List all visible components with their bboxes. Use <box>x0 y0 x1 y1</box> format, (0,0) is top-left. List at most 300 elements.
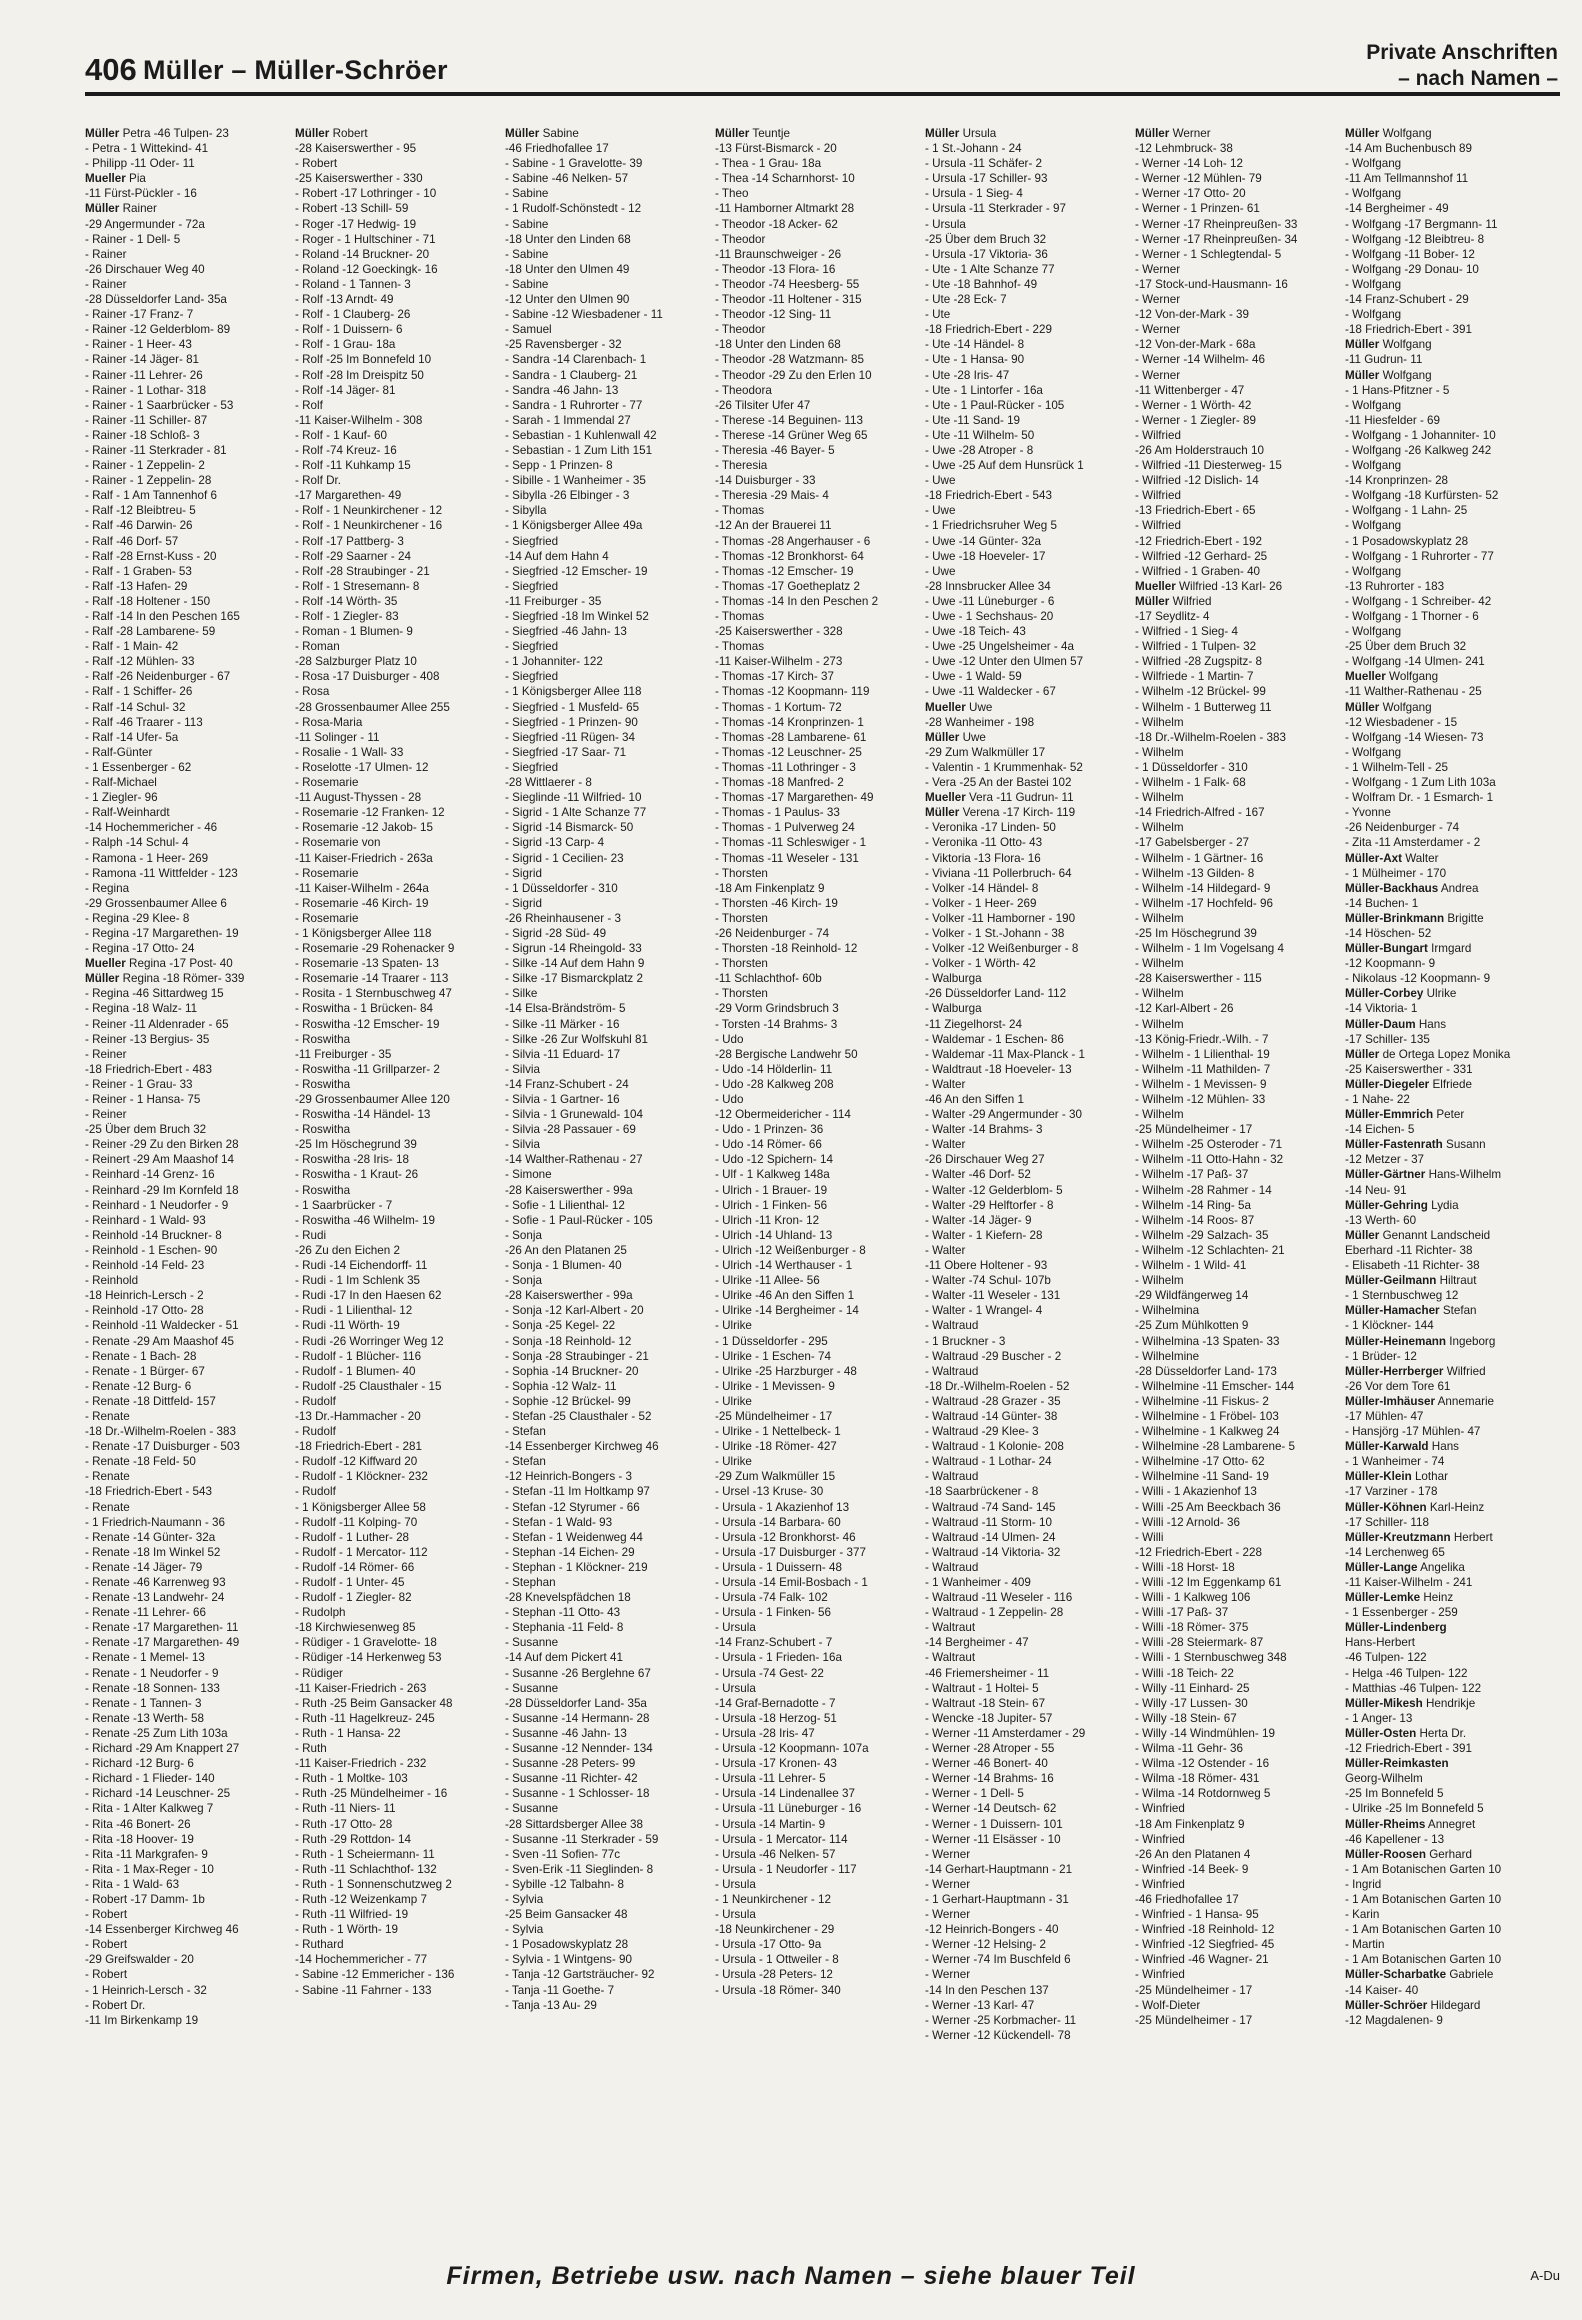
listing-entry: - Ralf -14 Schul- 32 <box>85 699 186 714</box>
listing-entry: - Wolfgang <box>1345 458 1402 473</box>
listing-entry: -14 Hochemmericher - 77 <box>295 1952 428 1967</box>
listing-entry: - Viktoria -13 Flora- 16 <box>925 850 1041 865</box>
listing-entry: -25 Ravensberger - 32 <box>505 337 622 352</box>
page-number: 406 <box>85 52 137 87</box>
listing-entry: - Susanne -46 Jahn- 13 <box>505 1725 627 1740</box>
listing-entry: Müller-Heinemann Ingeborg <box>1345 1333 1496 1348</box>
listing-entry: - Wilhelm -12 Brückel- 99 <box>1135 684 1266 699</box>
listing-entry: - Reiner <box>85 1046 127 1061</box>
listing-entry: -26 Am Holderstrauch 10 <box>1135 442 1264 457</box>
listing-entry: - Silvia - 1 Grunewald- 104 <box>505 1107 644 1122</box>
listing-entry: -11 Walther-Rathenau - 25 <box>1345 684 1482 699</box>
listing-entry: - Wilhelm - 1 Wild- 41 <box>1135 1258 1247 1273</box>
listing-column-5 <box>925 126 1135 2242</box>
listing-entry: -28 Grossenbaumer Allee 255 <box>295 699 450 714</box>
listing-entry: - Waltraud <box>925 1559 979 1574</box>
listing-entry: - Werner -74 Im Buschfeld 6 <box>925 1952 1071 1967</box>
listing-entry: -12 Friedrich-Ebert - 228 <box>1135 1544 1262 1559</box>
listing-entry: - 1 St.-Johann - 24 <box>925 141 1022 156</box>
listing-entry: -12 Heinrich-Bongers - 3 <box>505 1469 632 1484</box>
listing-entry: - Thomas <box>715 609 765 623</box>
listing-entry: - Ralf -28 Lambarene- 59 <box>85 624 216 639</box>
listing-entry: - Volker -11 Hamborner - 190 <box>925 910 1076 925</box>
listing-entry: - Siegfried <box>505 759 559 774</box>
listing-entry: Mueller Regina -17 Post- 40 <box>85 956 233 971</box>
listing-entry: - Werner -17 Otto- 20 <box>1135 186 1246 201</box>
listing-entry: - Roswitha - 1 Kraut- 26 <box>295 1167 419 1182</box>
listing-entry: - Roswitha - 1 Brücken- 84 <box>295 1001 434 1016</box>
listing-entry: - Wilhelm <box>1135 1016 1184 1031</box>
listing-entry: - Vera -25 An der Bastei 102 <box>925 775 1072 790</box>
listing-entry: - Ute - 1 Hansa- 90 <box>925 352 1025 367</box>
listing-entry: - Renate <box>85 1408 130 1423</box>
listing-entry: - Roswitha <box>295 1122 351 1137</box>
listing-entry: - Walter <box>925 1242 966 1257</box>
listing-entry: - Ulrike <box>715 1318 752 1333</box>
listing-entry: -18 Friedrich-Ebert - 229 <box>925 322 1052 337</box>
listing-entry: - Walter -11 Weseler - 131 <box>925 1288 1061 1303</box>
listing-entry: - Rosemarie <box>295 910 359 925</box>
listing-entry: - Silvia <box>505 1061 540 1076</box>
listing-entry: - Thomas -17 Kirch- 37 <box>715 669 834 684</box>
listing-entry: - Wilfried - 1 Graben- 40 <box>1135 563 1261 578</box>
listing-entry: -26 Zu den Eichen 2 <box>295 1242 400 1257</box>
listing-entry: -12 Lehmbruck- 38 <box>1135 141 1233 156</box>
listing-entry: - Werner <box>925 1846 971 1861</box>
listing-entry: -11 Am Tellmannshof 11 <box>1345 171 1469 186</box>
listing-entry: - Rudolf <box>295 1484 336 1499</box>
listing-entry: - Wolfgang -11 Bober- 12 <box>1345 246 1475 261</box>
listing-entry: Müller-Lange Angelika <box>1345 1559 1465 1574</box>
listing-entry: - Regina <box>85 880 130 895</box>
listing-entry: - Rolf - 1 Kauf- 60 <box>295 427 388 442</box>
listing-entry: - Siegfried - 1 Prinzen- 90 <box>505 714 638 729</box>
listing-entry: - Ursula <box>715 1876 756 1891</box>
listing-entry: - Rita - 1 Max-Reger - 10 <box>85 1861 214 1876</box>
listing-entry: -46 Friedhofallee 17 <box>505 141 609 156</box>
listing-entry: - Ruth - 1 Wörth- 19 <box>295 1922 399 1937</box>
listing-entry: -28 Kaiserswerther - 115 <box>1135 971 1262 986</box>
listing-entry: - Rolf -74 Kreuz- 16 <box>295 442 397 457</box>
listing-entry: - Wilhelmine -28 Lambarene- 5 <box>1135 1439 1296 1454</box>
listing-entry: - Stefan -11 Im Holtkamp 97 <box>505 1484 650 1499</box>
listing-entry: - Sabine -12 Wiesbadener - 11 <box>505 307 663 322</box>
listing-entry: - Ulf - 1 Kalkweg 148a <box>715 1167 830 1182</box>
listing-entry: -28 Düsseldorfer Land- 35a <box>85 292 227 307</box>
listing-entry: - Wilhelmine -11 Sand- 19 <box>1135 1469 1269 1484</box>
listing-entry: - Reinhold -14 Bruckner- 8 <box>85 1227 222 1242</box>
listing-entry: - Ute -14 Händel- 8 <box>925 337 1025 352</box>
listing-entry: - Susanne -11 Sterkrader - 59 <box>505 1831 659 1846</box>
listing-entry: - Rainer <box>85 276 127 291</box>
listing-entry: - Ursula <box>715 1620 756 1635</box>
listing-entry: - Theodor -11 Holtener - 315 <box>715 292 862 307</box>
listing-entry: - Ulrich -14 Werthauser - 1 <box>715 1258 853 1273</box>
listing-entry: -14 Essenberger Kirchweg 46 <box>85 1922 239 1937</box>
listing-entry: - 1 Königsberger Allee 58 <box>295 1499 426 1514</box>
listing-entry: - Rudolf -11 Kolping- 70 <box>295 1514 418 1529</box>
listing-entry: - Winfried -18 Reinhold- 12 <box>1135 1922 1275 1937</box>
listing-entry: - 1 Posadowskyplatz 28 <box>505 1937 629 1952</box>
listing-entry: -14 Am Buchenbusch 89 <box>1345 141 1473 156</box>
listing-entry: - Theodor -18 Acker- 62 <box>715 216 838 231</box>
listing-entry: - Rolf -13 Arndt- 49 <box>295 292 394 307</box>
listing-entry: - Rainer - 1 Dell- 5 <box>85 231 181 246</box>
listing-entry: - Ruth <box>295 1741 327 1756</box>
listing-entry: -18 Friedrich-Ebert - 281 <box>295 1439 422 1454</box>
listing-entry: Müller-Roosen Gerhard <box>1345 1846 1472 1861</box>
listing-entry: - 1 Ziegler- 96 <box>85 790 158 805</box>
listing-entry: - Willi -28 Steiermark- 87 <box>1135 1635 1264 1650</box>
listing-entry: - Rainer - 1 Heer- 43 <box>85 337 192 352</box>
listing-entry: - Roger - 1 Hultschiner - 71 <box>295 231 436 246</box>
listing-entry: - Ursula -28 Peters- 12 <box>715 1967 833 1982</box>
listing-entry: - Wilhelm - 1 Falk- 68 <box>1135 775 1246 790</box>
listing-entry: - Ursula -28 Iris- 47 <box>715 1725 815 1740</box>
listing-entry: Müller-Fastenrath Susann <box>1345 1137 1486 1152</box>
listing-entry: - Waltraut <box>925 1620 976 1635</box>
listing-entry: - Willi -12 Im Eggenkamp 61 <box>1135 1575 1282 1589</box>
footer-note: Firmen, Betriebe usw. nach Namen – siehe blauer Teil <box>446 2262 1136 2290</box>
listing-entry: - 1 Am Botanischen Garten 10 <box>1345 1952 1502 1967</box>
listing-entry: - Thomas -18 Manfred- 2 <box>715 775 844 790</box>
listing-entry: -18 Unter den Linden 68 <box>505 231 631 246</box>
listing-entry: - Udo -14 Hölderlin- 11 <box>715 1061 833 1076</box>
listing-entry: - Uwe -18 Hoeveler- 17 <box>925 548 1046 563</box>
listing-entry: - Werner - 1 Dell- 5 <box>925 1786 1024 1801</box>
listing-entry: - Rosa -17 Duisburger - 408 <box>295 669 440 684</box>
listing-entry: - Sonja -18 Reinhold- 12 <box>505 1333 632 1348</box>
listing-entry: -14 Walther-Rathenau - 27 <box>505 1152 643 1167</box>
listing-entry: -11 Kaiser-Friedrich - 263 <box>295 1680 427 1695</box>
listing-entry: - Thomas - 1 Kortum- 72 <box>715 699 842 714</box>
listing-entry: - Werner -17 Rheinpreußen- 33 <box>1135 216 1298 231</box>
listing-entry: - Wilhelm <box>1135 910 1184 925</box>
listing-entry: - Therese -14 Beguinen- 113 <box>715 412 863 427</box>
listing-entry: - Thomas -12 Bronkhorst- 64 <box>715 548 864 563</box>
listing-entry: - Ulrich -11 Kron- 12 <box>715 1212 820 1227</box>
listing-entry: -11 Kaiser-Wilhelm - 308 <box>295 412 423 427</box>
listing-entry: - Sonja -28 Straubinger - 21 <box>505 1348 649 1363</box>
listing-entry: - Thomas -11 Lothringer - 3 <box>715 759 856 774</box>
listing-entry: - Werner -14 Deutsch- 62 <box>925 1801 1057 1816</box>
listing-entry: - Sabine -11 Fahrner - 133 <box>295 1982 432 1997</box>
listing-entry: - Wolf-Dieter <box>1135 1997 1201 2012</box>
listing-entry: - Renate -12 Burg- 6 <box>85 1378 192 1393</box>
listing-entry: - Silke -11 Märker - 16 <box>505 1016 620 1031</box>
listing-entry: - Ursula -46 Nelken- 57 <box>715 1846 836 1861</box>
listing-entry: - Ursula -14 Barbara- 60 <box>715 1514 841 1529</box>
listing-entry: - Ulrike - 1 Mevissen- 9 <box>715 1378 835 1393</box>
listing-entry: - Rüdiger -14 Herkenweg 53 <box>295 1650 442 1665</box>
listing-entry: - Siegfried <box>505 669 559 684</box>
listing-entry: Müller-Herrberger Wilfried <box>1345 1363 1486 1378</box>
listing-entry: - Rainer - 1 Zeppelin- 2 <box>85 458 205 473</box>
listing-entry: - Tanja -13 Au- 29 <box>505 1997 597 2012</box>
listing-entry: - Susanne -12 Nennder- 134 <box>505 1741 653 1756</box>
listing-entry: - Ursula - 1 Sieg- 4 <box>925 186 1023 201</box>
listing-entry: Müller Teuntje <box>715 126 790 140</box>
listing-entry: - Theodora <box>715 382 772 397</box>
listing-column-1 <box>85 126 295 2242</box>
listing-entry: - Thomas -12 Koopmann- 119 <box>715 684 870 699</box>
listing-entry: - Ulrike <box>715 1393 752 1408</box>
listing-entry: - 1 Wanheimer - 74 <box>1345 1454 1445 1469</box>
listing-entry: - Sebastian - 1 Zum Lith 151 <box>505 442 653 457</box>
listing-entry: Müller-Osten Herta Dr. <box>1345 1725 1467 1740</box>
listing-entry: - Werner <box>925 1907 971 1922</box>
listing-entry: - Sigrid -28 Süd- 49 <box>505 925 607 940</box>
listing-entry: - Ursula - 1 Finken- 56 <box>715 1605 831 1620</box>
listing-entry: - Ralf -46 Darwin- 26 <box>85 518 193 533</box>
running-head: Müller – Müller-Schröer <box>143 55 448 85</box>
listing-entry: - Stephan -11 Otto- 43 <box>505 1605 621 1620</box>
listing-entry: - Ruth -11 Hagelkreuz- 245 <box>295 1710 435 1725</box>
listing-entry: Müller-Klein Lothar <box>1345 1469 1449 1484</box>
listing-entry: - 1 Johanniter- 122 <box>505 654 603 669</box>
listing-entry: Müller-Geilmann Hiltraut <box>1345 1273 1477 1288</box>
listing-entry: Müller-Gehring Lydia <box>1345 1197 1459 1212</box>
listing-entry: - Rolf - 1 Stresemann- 8 <box>295 578 420 593</box>
listing-entry: - Susanne - 1 Schlosser- 18 <box>505 1786 650 1801</box>
listing-entry: -11 Kaiser-Friedrich - 263a <box>295 850 433 865</box>
listing-entry: - Werner -14 Brahms- 16 <box>925 1771 1054 1786</box>
listing-entry: -25 Mündelheimer - 17 <box>1135 1982 1253 1997</box>
listing-entry: -11 Kaiser-Wilhelm - 273 <box>715 654 843 669</box>
listing-entry: - Regina -29 Klee- 8 <box>85 910 190 925</box>
listing-entry: - Sigrid -13 Carp- 4 <box>505 835 605 850</box>
listing-entry: - Wilhelmine -17 Otto- 62 <box>1135 1454 1265 1469</box>
listing-entry: - Ralf -12 Mühlen- 33 <box>85 654 195 669</box>
listing-entry: - Ruthard <box>295 1937 344 1952</box>
listing-entry: - Ralph -14 Schul- 4 <box>85 835 189 850</box>
listing-entry: -12 Magdalenen- 9 <box>1345 2012 1443 2027</box>
listing-entry: - Thomas -14 In den Peschen 2 <box>715 593 879 608</box>
listing-entry: - Susanne -26 Berglehne 67 <box>505 1665 651 1680</box>
listing-entry: - Silke -14 Auf dem Hahn 9 <box>505 956 645 971</box>
listing-entry: - Ursula - 1 Ottweiler - 8 <box>715 1952 839 1967</box>
listing-entry: - Sabine <box>505 276 549 291</box>
listing-entry: -12 Friedrich-Ebert - 192 <box>1135 533 1262 548</box>
listing-entry: - Werner -14 Wilhelm- 46 <box>1135 352 1265 367</box>
listing-entry: - Uwe -25 Auf dem Hunsrück 1 <box>925 458 1084 473</box>
listing-entry: - Winfried -46 Wagner- 21 <box>1135 1952 1269 1967</box>
listing-entry: - Roswitha <box>295 1076 351 1091</box>
listing-entry: - Waltraut - 1 Holtei- 5 <box>925 1680 1039 1695</box>
listing-entry: - Ralf -13 Hafen- 29 <box>85 578 188 593</box>
listing-entry: - Rosa <box>295 684 330 699</box>
listing-entry: - Siegfried - 1 Musfeld- 65 <box>505 699 640 714</box>
listing-entry: - Wilma -18 Römer- 431 <box>1135 1771 1260 1786</box>
listing-entry: - Ursula -17 Viktoria- 36 <box>925 246 1048 261</box>
listing-entry: - Reinhard - 1 Neudorfer - 9 <box>85 1197 229 1212</box>
listing-entry: - Robert -17 Lothringer - 10 <box>295 186 437 201</box>
listing-entry: - Stefan <box>505 1424 546 1439</box>
listing-entry: -28 Bergische Landwehr 50 <box>715 1046 858 1061</box>
listing-entry: Müller-Scharbatke Gabriele <box>1345 1967 1494 1982</box>
listing-entry: - 1 Klöckner- 144 <box>1345 1318 1434 1333</box>
listing-entry: - Roland -14 Bruckner- 20 <box>295 246 430 261</box>
listing-entry: - Theodor <box>715 322 766 337</box>
listing-entry: - Regina -17 Margarethen- 19 <box>85 925 239 940</box>
listing-entry: Müller Werner <box>1135 126 1211 140</box>
footer-code: A-Du <box>1530 2268 1560 2283</box>
listing-entry: - Ramona -11 Wittfelder - 123 <box>85 865 238 880</box>
listing-entry: - Theresia <box>715 458 768 473</box>
listing-entry: - Wolfgang -17 Bergmann- 11 <box>1345 216 1498 231</box>
listing-entry: - Werner - 1 Wörth- 42 <box>1135 397 1252 412</box>
listing-entry: - Winfried <box>1135 1831 1185 1846</box>
listing-entry: - Ingrid <box>1345 1876 1382 1891</box>
listing-entry: - Waltraud <box>925 1318 979 1333</box>
listing-entry: - Siegfried -46 Jahn- 13 <box>505 624 627 639</box>
listing-entry: - Reiner -11 Aldenrader - 65 <box>85 1016 229 1031</box>
listing-entry: -26 Neidenburger - 74 <box>715 925 830 940</box>
listing-entry: - Waltraud -29 Klee- 3 <box>925 1424 1039 1439</box>
listing-entry: - Walter <box>925 1076 966 1091</box>
listing-entry: - Sigrid - 1 Alte Schanze 77 <box>505 805 647 820</box>
listing-entry: Müller-Gärtner Hans-Wilhelm <box>1345 1167 1502 1182</box>
listing-entry: - Werner -46 Bonert- 40 <box>925 1756 1048 1771</box>
listing-entry: - Thorsten <box>715 910 768 925</box>
listing-entry: - Renate -18 Im Winkel 52 <box>85 1544 221 1559</box>
listing-entry: - Wilma -12 Ostender - 16 <box>1135 1756 1270 1771</box>
listing-entry: - Uwe - 1 Wald- 59 <box>925 669 1022 684</box>
listing-entry: - Wilhelm <box>1135 820 1184 835</box>
listing-entry: - Werner - 1 Ziegler- 89 <box>1135 412 1256 427</box>
listing-entry: - Rita -18 Hoover- 19 <box>85 1831 194 1846</box>
listing-entry: - Rosemarie <box>295 775 359 790</box>
listing-entry: -14 Eichen- 5 <box>1345 1122 1415 1137</box>
listing-entry: - Ulrike -18 Römer- 427 <box>715 1439 837 1454</box>
listing-entry: - Wilhelm -14 Hildegard- 9 <box>1135 880 1271 895</box>
listing-entry: - Wilhelm -29 Salzach- 35 <box>1135 1227 1269 1242</box>
listing-entry: - 1 Wilhelm-Tell - 25 <box>1345 759 1449 774</box>
listing-entry: - Wolfgang <box>1345 744 1402 759</box>
listing-entry: - 1 Essenberger - 259 <box>1345 1605 1458 1620</box>
listing-entry: - Reinhold -14 Feld- 23 <box>85 1258 205 1273</box>
listing-entry: - Wilhelm <box>1135 714 1184 729</box>
listing-entry: - Siegfried <box>505 578 559 593</box>
listing-entry: - Theodor -29 Zu den Erlen 10 <box>715 367 872 382</box>
listing-entry: -14 Franz-Schubert - 29 <box>1345 292 1469 307</box>
listing-entry: - Willy -11 Einhard- 25 <box>1135 1680 1250 1695</box>
listing-entry: -26 Düsseldorfer Land- 112 <box>925 986 1067 1001</box>
listing-entry: - Rudolf - 1 Luther- 28 <box>295 1529 410 1544</box>
listing-entry: - Simone <box>505 1167 552 1182</box>
listing-entry: - Reinhold -11 Waldecker - 51 <box>85 1318 239 1333</box>
listing-entry: -11 Wittenberger - 47 <box>1135 382 1245 397</box>
listing-entry: -28 Düsseldorfer Land- 173 <box>1135 1363 1277 1378</box>
listing-entry: - Willi - 1 Sternbuschweg 348 <box>1135 1650 1287 1665</box>
listing-entry: -29 Angermunder - 72a <box>85 216 205 231</box>
listing-entry: -25 Kaiserswerther - 331 <box>1345 1061 1473 1076</box>
listing-entry: - Ralf -12 Bleibtreu- 5 <box>85 503 196 518</box>
listing-entry: - Wolfgang <box>1345 307 1402 322</box>
listing-entry: - Rudolf - 1 Unter- 45 <box>295 1575 405 1589</box>
listing-entry: - Uwe -14 Günter- 32a <box>925 533 1041 548</box>
listing-entry: - 1 Hans-Pfitzner - 5 <box>1345 382 1450 397</box>
listing-entry: - Rita -11 Markgrafen- 9 <box>85 1846 208 1861</box>
listing-entry: - Roman <box>295 639 340 654</box>
listing-entry: - Udo -28 Kalkweg 208 <box>715 1076 834 1091</box>
listing-entry: - Ruth -11 Niers- 11 <box>295 1801 396 1816</box>
listing-entry: Mueller Uwe <box>925 699 993 714</box>
listing-entry: - Wilhelm - 1 Lilienthal- 19 <box>1135 1046 1270 1061</box>
listing-entry: - Silke <box>505 986 538 1001</box>
listing-entry: - Ursula -11 Lüneburger - 16 <box>715 1801 862 1816</box>
listing-entry: - Robert <box>295 156 338 171</box>
listing-entry: - Rudi -14 Eichendorff- 11 <box>295 1258 428 1273</box>
listing-entry: Mueller Pia <box>85 171 146 186</box>
listing-entry: - Rudolf - 1 Mercator- 112 <box>295 1544 428 1559</box>
listing-entry: - 1 Rudolf-Schönstedt - 12 <box>505 201 642 216</box>
listing-entry: - Ralf-Weinhardt <box>85 805 170 820</box>
listing-entry: -18 Unter den Linden 68 <box>715 337 841 352</box>
listing-entry: Müller de Ortega Lopez Monika <box>1345 1046 1511 1061</box>
listing-entry: - Udo - 1 Prinzen- 36 <box>715 1122 824 1137</box>
listing-entry: -28 Knevelspfädchen 18 <box>505 1590 631 1605</box>
listing-entry: - Ulrike -25 Harzburger - 48 <box>715 1363 857 1378</box>
listing-entry: - Thorsten <box>715 956 768 971</box>
listing-entry: - Richard -29 Am Knappert 27 <box>85 1741 240 1756</box>
listing-entry: - Ursula -17 Kronen- 43 <box>715 1756 837 1771</box>
listing-entry: Müller-Axt Walter <box>1345 850 1439 865</box>
listing-entry: - Werner -12 Kückendell- 78 <box>925 2027 1071 2042</box>
listing-entry: - 1 Posadowskyplatz 28 <box>1345 533 1469 548</box>
listing-entry: Eberhard -11 Richter- 38 <box>1345 1242 1473 1257</box>
listing-entry: - Siegfried <box>505 639 559 654</box>
section-title-line1: Private Anschriften <box>1366 41 1558 64</box>
listing-entry: - Winfried - 1 Hansa- 95 <box>1135 1907 1259 1922</box>
listing-entry: - Sandra -14 Clarenbach- 1 <box>505 352 647 367</box>
listing-entry: - Willi - 1 Kalkweg 106 <box>1135 1590 1251 1605</box>
listing-entry: - Waltraud - 1 Kolonie- 208 <box>925 1439 1064 1454</box>
listing-entry: -14 Buchen- 1 <box>1345 895 1419 910</box>
listing-entry: - Siegfried -17 Saar- 71 <box>505 744 627 759</box>
listing-entry: - Rainer -11 Sterkrader - 81 <box>85 442 227 457</box>
listing-entry: - Wolfgang -14 Ulmen- 241 <box>1345 654 1485 669</box>
listing-entry: -13 Friedrich-Ebert - 65 <box>1135 503 1256 518</box>
listing-entry: -25 Im Höschegrund 39 <box>295 1137 417 1152</box>
listing-entry: - Wilfried -28 Zugspitz- 8 <box>1135 654 1262 669</box>
listing-entry: - Stephan - 1 Klöckner- 219 <box>505 1559 648 1574</box>
listing-entry: - Waltraud - 1 Lothar- 24 <box>925 1454 1052 1469</box>
listing-entry: - Ruth -29 Rottdon- 14 <box>295 1831 411 1846</box>
listing-entry: - Rudi <box>295 1227 327 1242</box>
listing-entry: - Wilhelm - 1 Mevissen- 9 <box>1135 1076 1267 1091</box>
listing-entry: - Waltraud -14 Günter- 38 <box>925 1408 1058 1423</box>
listing-entry: -13 König-Friedr.-Wilh. - 7 <box>1135 1031 1269 1046</box>
listing-entry: - Uwe <box>925 563 956 578</box>
listing-entry: - Reiner -29 Zu den Birken 28 <box>85 1137 239 1152</box>
listing-entry: - Reinhold -17 Otto- 28 <box>85 1303 204 1318</box>
listing-entry: - 1 Düsseldorfer - 310 <box>505 880 618 895</box>
listing-entry: - Ruth -25 Mündelheimer - 16 <box>295 1786 448 1801</box>
listing-entry: - Sabine <box>505 246 549 261</box>
listing-entry: - Walter - 1 Wrangel- 4 <box>925 1303 1043 1318</box>
listing-entry: -46 Kapellener - 13 <box>1345 1831 1445 1846</box>
listing-entry: Müller-Daum Hans <box>1345 1016 1447 1031</box>
listing-entry: - Waltraud - 1 Zeppelin- 28 <box>925 1605 1064 1620</box>
listing-entry: - Renate <box>85 1499 130 1514</box>
listing-entry: - Elisabeth -11 Richter- 38 <box>1345 1258 1480 1273</box>
listing-entry: - Regina -17 Otto- 24 <box>85 941 195 956</box>
listing-entry: - Ulrike -25 Im Bonnefeld 5 <box>1345 1801 1484 1816</box>
listing-entry: - Willi -18 Römer- 375 <box>1135 1620 1249 1635</box>
listing-entry: - Siegfried <box>505 533 559 548</box>
listing-entry: - Sonja - 1 Blumen- 40 <box>505 1258 622 1273</box>
